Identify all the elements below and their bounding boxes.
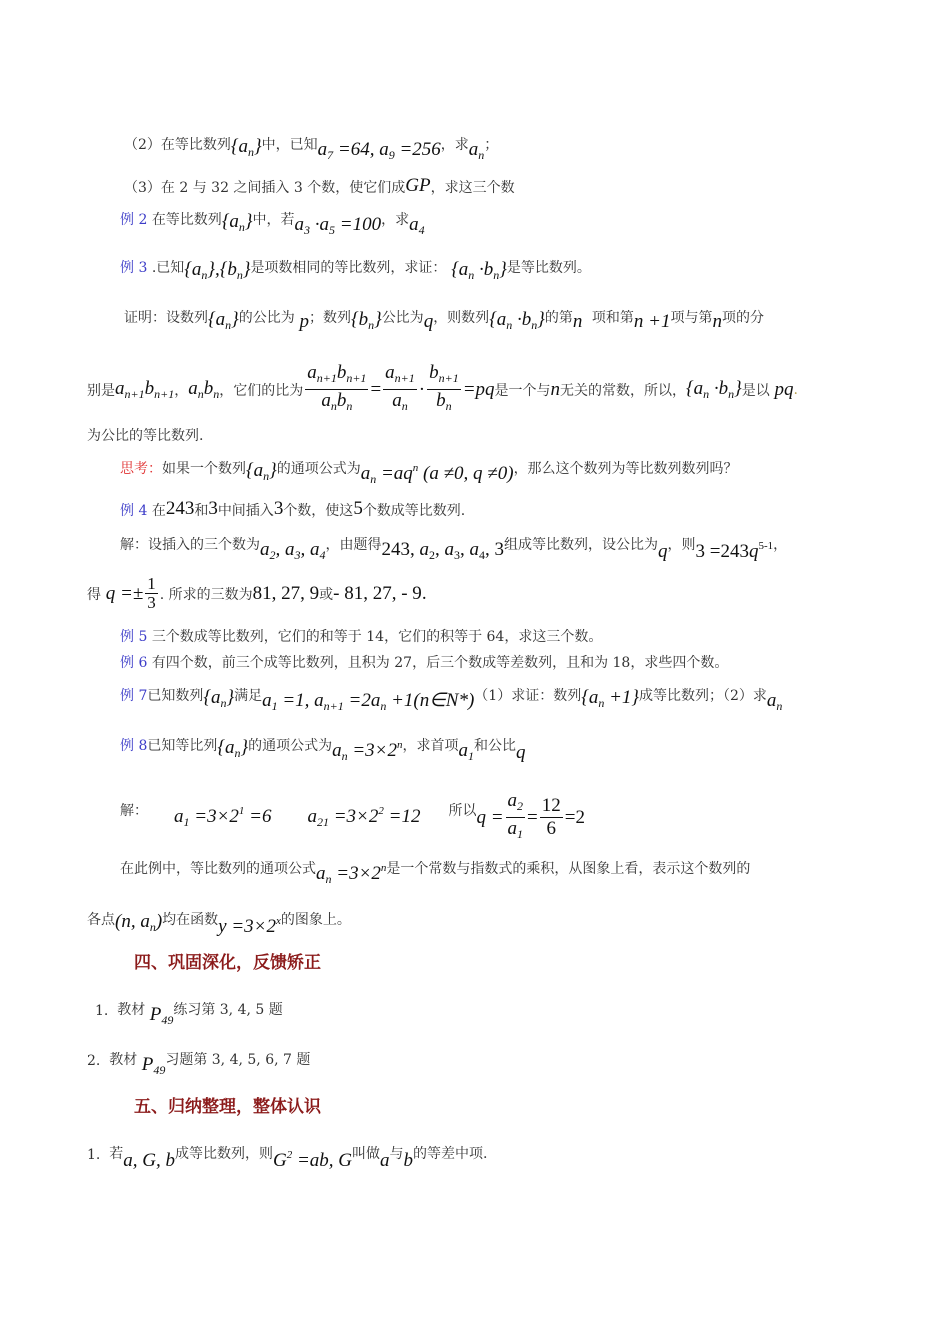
example-tag: 例 2 bbox=[120, 212, 148, 228]
fraction: $\frac{a_2}{a_1}$ bbox=[507, 790, 524, 841]
proof-line-1: 证明：设数列 $\{a_n\}$ 的公比为 p ；数列 $\{b_n\}$ 公比为 q ，则数列 $\{a_n \cdot b_n\}$ 的第 n 项和第 n +1 项与第 n 项的分 bbox=[124, 309, 764, 332]
formula: $a_4$ bbox=[409, 214, 425, 237]
example-3: 例 3 .已知 $\{a_n\},\{b_n\}$ 是项数相同的等比数列，求证： $\{a_n \cdot b_n\}$ 是等比数列。 bbox=[120, 259, 591, 282]
ratio-fraction: $\frac{a_{n+1}b_{n+1}}{a_nb_n}$ bbox=[307, 362, 367, 413]
formula: $\{a_n\}$ bbox=[217, 737, 249, 760]
proof-line-3: 为公比的等比数列. bbox=[87, 428, 204, 444]
example-tag: 例 6 bbox=[120, 655, 148, 671]
section-4-heading: 四、巩固深化，反馈矫正 bbox=[134, 953, 321, 973]
example-tag: 例 4 bbox=[120, 503, 148, 519]
formula: $P_{49}$ bbox=[149, 1004, 174, 1027]
question-3: （3）在 2 与 32 之间插入 3 个数，使它们成 GP ，求这三个数 bbox=[124, 175, 515, 196]
fraction: $\frac{1}{3}$ bbox=[147, 574, 156, 612]
formula: $\{a_n\}$ bbox=[246, 460, 277, 483]
example-8: 例 8 已知等比列 $\{a_n\}$ 的通项公式为 $a_n =3\times 2^n$ ，求首项 $a_1$ 和公比 q bbox=[120, 737, 526, 763]
formula: $\{a_n \cdot b_n\}$ bbox=[446, 259, 507, 282]
fraction: $\frac{a_{n+1}}{a_n}$ bbox=[385, 362, 415, 413]
formula: $a_1 =1$, $a_{n+1} =2a_n$ +1(n∈N*) bbox=[262, 690, 475, 713]
formula: $3 =243q^{5-1}$ bbox=[695, 540, 774, 562]
example-4-result: 得 q =± $\frac{1}{3}$ . 所求的三数为 81, 27, 9 或 - 81, 27, - 9 . bbox=[87, 574, 427, 612]
formula: $\{a_n +1\}$ bbox=[581, 687, 639, 710]
formula: $a_n =3\times 2^n$ bbox=[316, 862, 387, 886]
think-tag: 思考： bbox=[120, 461, 162, 477]
formula: $a_n =aq^n$ (a ≠0, q ≠0) bbox=[360, 462, 514, 486]
formula: n bbox=[712, 311, 722, 332]
formula: $a_{n+1}b_{n+1}$ bbox=[115, 377, 175, 401]
formula: n bbox=[572, 311, 592, 332]
question-2: （2）在等比数列 $\{a_n\}$ 中，已知 $a_7 =64$, $a_9 =256$ ，求 $a_n$ ； bbox=[124, 136, 499, 162]
think-question: 思考： 如果一个数列 $\{a_n\}$ 的通项公式为 $a_n =aq^n$ (a ≠0, q ≠0) ，那么这个数列为等比数列数列吗？ bbox=[120, 460, 738, 486]
example-5: 例 5 三个数成等比数列，它们的和等于 14，它们的积等于 64，求这三个数。 bbox=[120, 626, 602, 646]
example-tag: 例 8 bbox=[120, 738, 148, 754]
formula: $a_{21} =3\times 2^2 =12$ bbox=[307, 805, 421, 829]
section-4-item-1: 1. 教材 $P_{49}$ 练习第 3, 4, 5 题 bbox=[95, 1002, 283, 1027]
example-tag: 例 5 bbox=[120, 629, 148, 645]
formula: $a_nb_n$ bbox=[188, 377, 220, 401]
formula: $a_2$, $a_3$, $a_4$ bbox=[260, 539, 326, 562]
formula: $\{a_n \cdot b_n\}$ bbox=[686, 377, 742, 401]
note-line-2: 各点 (n, $a_n$) 均在函数 $y =3\times 2^x$ 的图象上。 bbox=[87, 911, 351, 937]
proof-line-2: 别是 $a_{n+1}b_{n+1}$ ， $a_nb_n$ ，它们的比为 $\frac{a_{n+1}b_{n+1}}{a_nb_n}$ = $\frac{a_{n+1}}{a_n}$ · $\frac{b_{n+1}}{b_n}$ =pq 是一个与 n 无关的常数，所以， $\{a_n \cdot b_n\}$ 是以 pq . bbox=[87, 362, 798, 417]
example-7: 例 7 已知数列 $\{a_n\}$ 满足 $a_1 =1$, $a_{n+1} =2a_n$ +1(n∈N*) （1）求证：数列 $\{a_n +1\}$ 成等比数列；（2）求 $a_n$ bbox=[120, 687, 783, 713]
example-6: 例 6 有四个数，前三个成等比数列，且积为 27，后三个数成等差数列，且和为 18，求些四个数。 bbox=[120, 652, 728, 672]
formula: $\{a_n \cdot b_n\}$ bbox=[489, 309, 545, 332]
formula: $\{a_n\}$ bbox=[230, 136, 262, 159]
example-2: 例 2 在等比数列 $\{a_n\}$ 中，若 $a_3 \cdot a_5 =100$ ，求 $a_4$ bbox=[120, 211, 425, 237]
formula: $a_n$ bbox=[468, 139, 485, 162]
example-tag: 例 7 bbox=[120, 688, 148, 704]
formula: $a_7 =64$, $a_9 =256$ bbox=[317, 139, 441, 162]
formula: $\{a_n\}$ bbox=[221, 211, 253, 234]
section-5-heading: 五、归纳整理，整体认识 bbox=[134, 1097, 321, 1117]
formula: $\{a_n\}$ bbox=[208, 309, 239, 332]
formula: $a_n =3\times 2^n$ bbox=[332, 739, 403, 763]
formula: $y =3\times 2^x$ bbox=[218, 915, 281, 937]
example-4-solution: 解：设插入的三个数为 $a_2$, $a_3$, $a_4$ ，由题得 243, $a_2$, $a_3$, $a_4$, 3 组成等比数列，设公比为 q ，则 $3 =243q^{5-1}$ ， bbox=[120, 537, 788, 562]
formula: $P_{49}$ bbox=[141, 1054, 166, 1077]
section-4-item-2: 2. 教材 $P_{49}$ 习题第 3, 4, 5, 6, 7 题 bbox=[87, 1052, 311, 1077]
formula: $\{a_n\}$ bbox=[203, 687, 235, 710]
example-4: 例 4 在 243 和 3 中间插入 3 个数，使这 5 个数成等比数列. bbox=[120, 498, 466, 519]
fraction: $\frac{b_{n+1}}{b_n}$ bbox=[429, 362, 459, 413]
formula: p bbox=[294, 311, 309, 332]
note-line-1: 在此例中，等比数列的通项公式 $a_n =3\times 2^n$ 是一个常数与指数式的乘积，从图象上看，表示这个数列的 bbox=[120, 861, 751, 886]
fraction: $\frac{12}{6}$ bbox=[541, 795, 561, 839]
formula: $a_1 =3\times 2^1 =6$ bbox=[174, 805, 272, 829]
section-5-item-1: 1. 若 a, G, b 成等比数列，则 $G^2 =ab$, G 叫做 a 与 b 的等差中项. bbox=[87, 1146, 488, 1171]
formula: $\{b_n\}$ bbox=[350, 309, 382, 332]
formula: $\{a_n\},\{b_n\}$ bbox=[184, 259, 251, 282]
formula: n +1 bbox=[633, 311, 671, 332]
formula: 243, $a_2$, $a_3$, $a_4$, 3 bbox=[381, 539, 504, 562]
example-8-solution: 解： $a_1 =3\times 2^1 =6$ $a_{21} =3\times 2^2 =12$ 所以 q = $\frac{a_2}{a_1}$ = $\frac{12}{6}$ =2 bbox=[120, 790, 585, 845]
example-tag: 例 3 bbox=[120, 260, 148, 276]
formula: $a_3 \cdot a_5 =100$ bbox=[294, 214, 382, 237]
formula: q bbox=[423, 311, 434, 332]
formula: $a_n$ bbox=[766, 690, 783, 713]
formula: $G^2 =ab$, G bbox=[273, 1149, 353, 1171]
formula: (n, $a_n$) bbox=[115, 911, 163, 934]
